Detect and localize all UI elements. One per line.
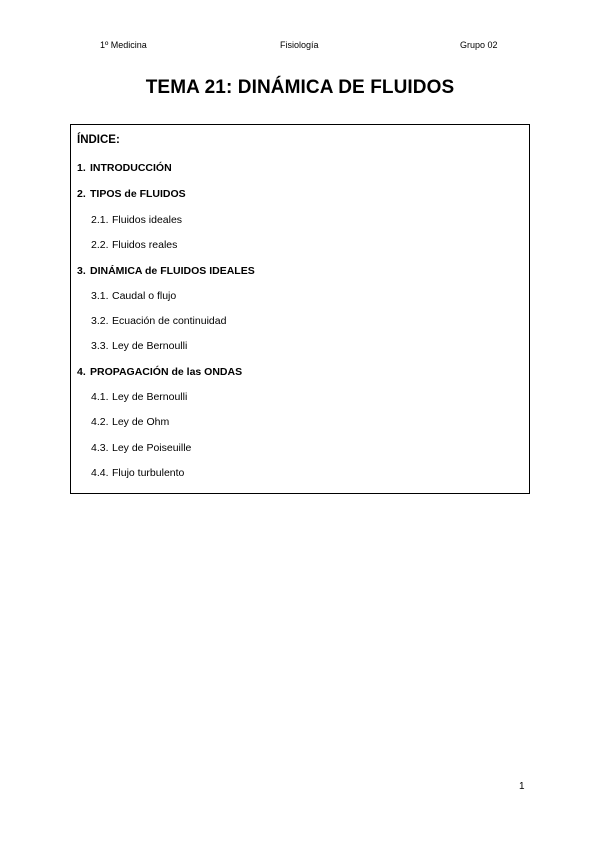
header-group: Grupo 02 — [460, 40, 498, 50]
toc-item-number: 4.3. — [91, 442, 109, 454]
toc-item-fluidos-ideales — [91, 213, 182, 227]
toc-item-number: 2. — [77, 188, 86, 200]
toc-item-label: Ley de Poiseuille — [112, 442, 192, 454]
toc-item-label: Ley de Bernoulli — [112, 340, 188, 352]
toc-item-flujo-turbulento — [91, 466, 184, 480]
toc-item-number: 4.4. — [91, 467, 109, 479]
table-of-contents — [70, 124, 530, 494]
toc-item-number: 4.1. — [91, 391, 109, 403]
toc-item-number: 3.3. — [91, 340, 109, 352]
toc-item-label: PROPAGACIÓN de las ONDAS — [90, 366, 243, 378]
toc-item-ley-de-bernoulli — [91, 339, 187, 353]
toc-item-label: Ley de Bernoulli — [112, 391, 188, 403]
toc-item-number: 2.2. — [91, 239, 109, 251]
toc-item-number: 4. — [77, 366, 86, 378]
page-number: 1 — [519, 781, 525, 792]
toc-item-introduccion — [77, 161, 172, 175]
toc-item-label: Flujo turbulento — [112, 467, 185, 479]
toc-item-number: 3.1. — [91, 290, 109, 302]
toc-item-ley-de-poiseuille — [91, 441, 191, 455]
toc-item-label: INTRODUCCIÓN — [90, 162, 172, 174]
document-title: TEMA 21: DINÁMICA DE FLUIDOS — [145, 77, 455, 98]
toc-item-label: Ecuación de continuidad — [112, 315, 227, 327]
header-course: 1º Medicina — [100, 40, 147, 50]
toc-item-tipos-de-fluidos — [77, 187, 186, 201]
toc-item-ley-de-bernoulli-ondas — [91, 390, 187, 404]
toc-item-label: Fluidos reales — [112, 239, 178, 251]
toc-item-fluidos-reales — [91, 238, 177, 252]
toc-item-ecuacion-de-continuidad — [91, 314, 226, 328]
toc-item-number: 4.2. — [91, 416, 109, 428]
toc-item-propagacion-de-las-ondas — [77, 365, 242, 379]
toc-item-dinamica-de-fluidos-ideales — [77, 264, 255, 278]
toc-item-number: 2.1. — [91, 214, 109, 226]
toc-item-label: TIPOS de FLUIDOS — [90, 188, 186, 200]
toc-item-number: 1. — [77, 162, 86, 174]
toc-item-label: Caudal o flujo — [112, 290, 177, 302]
toc-item-number: 3.2. — [91, 315, 109, 327]
toc-item-number: 3. — [77, 265, 86, 277]
page-header — [0, 39, 600, 53]
toc-item-label: Fluidos ideales — [112, 214, 183, 226]
toc-item-ley-de-ohm — [91, 415, 169, 429]
toc-item-label: Ley de Ohm — [112, 416, 170, 428]
toc-item-label: DINÁMICA de FLUIDOS IDEALES — [90, 265, 255, 277]
toc-item-caudal-o-flujo — [91, 289, 176, 303]
toc-heading: ÍNDICE: — [77, 134, 120, 146]
header-subject: Fisiología — [280, 40, 319, 50]
